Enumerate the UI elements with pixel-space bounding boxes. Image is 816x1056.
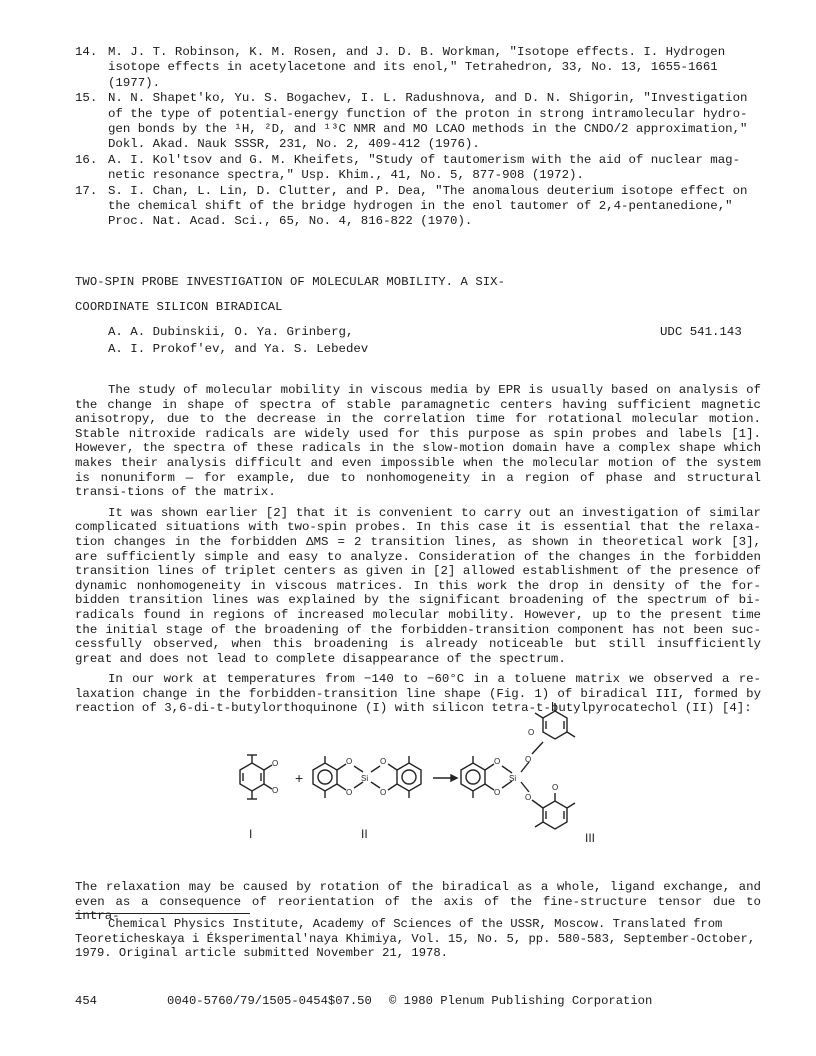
atom-label-o: O	[525, 755, 532, 764]
paragraph-3: In our work at temperatures from −140 to −60°C in a toluene matrix we observed a re-laxation change in the forbidden-transition line shape (Fig. 1) of biradical III, formed by reaction of 3,6-di-t-butylorthoquinone (I) with silicon tetra-t-butylpyrocatechol (II) [4]:	[75, 672, 761, 716]
reaction-scheme	[225, 680, 615, 870]
atom-label-o: O	[346, 757, 353, 766]
atom-label-o: O	[528, 728, 535, 737]
footnote	[75, 917, 761, 961]
reference-text	[108, 91, 755, 153]
plus-sign: +	[295, 770, 304, 786]
compound-label-III: III	[585, 831, 596, 845]
compound-III-structure	[461, 703, 575, 829]
page-number: 454	[75, 994, 97, 1008]
reference-number: 17.	[75, 183, 98, 198]
reference-line: Dokl. Akad. Nauk SSSR, 231, No. 2, 409-412 (1976).	[108, 137, 480, 152]
reference-number: 14.	[75, 45, 98, 59]
reference-list	[75, 45, 755, 230]
compound-label-I: I	[249, 827, 253, 841]
atom-label-o: O	[494, 788, 501, 797]
author-list	[108, 324, 468, 358]
reference-line: A. I. Kol'tsov and G. M. Kheifets, "Study of tautomerism with the aid of nuclear mag-	[108, 152, 741, 167]
footnote-line-2: Teoreticheskaya i Éksperimental'naya Khimiya, Vol. 15, No. 5, pp. 580-583, September-October,	[75, 931, 756, 946]
footnote-line-1: Chemical Physics Institute, Academy of Sciences of the USSR, Moscow. Translated from	[108, 917, 723, 931]
reference-15	[75, 91, 755, 153]
reference-14	[75, 45, 755, 91]
reference-text	[108, 184, 755, 230]
compound-label-II: II	[361, 827, 368, 841]
reference-line: N. N. Shapet'ko, Yu. S. Bogachev, I. L. Radushnova, and D. N. Shigorin, "Investigation	[108, 91, 748, 106]
reference-16	[75, 153, 755, 184]
reference-line: gen bonds by the ¹H, ²D, and ¹³C NMR and MO LCAO methods in the CNDO/2 approximation,"	[108, 122, 748, 137]
title-line-1: TWO-SPIN PROBE INVESTIGATION OF MOLECULAR MOBILITY. A SIX-	[75, 275, 505, 289]
authors-line-1: A. A. Dubinskii, O. Ya. Grinberg,	[108, 325, 354, 339]
reference-line: of the type of potential-energy function of the proton in strong intramolecular hydro-	[108, 106, 748, 121]
reference-text	[108, 153, 755, 184]
footnote-divider	[75, 913, 250, 914]
reference-line: isotope effects in acetylacetone and its enol," Tetrahedron, 33, No. 13, 1655-1661	[108, 60, 718, 75]
paragraph-4: The relaxation may be caused by rotation of the biradical as a whole, ligand exchange, and even as a consequence of reorientation of the axis of the fine-structure tensor due to intra-	[75, 880, 761, 924]
reference-17	[75, 184, 755, 230]
reference-number: 16.	[75, 152, 98, 167]
atom-label-o: O	[380, 757, 387, 766]
atom-label-si: Si	[509, 774, 517, 783]
udc-code: UDC 541.143	[660, 325, 742, 339]
atom-label-o: O	[272, 786, 279, 795]
reference-number: 15.	[75, 91, 98, 106]
reference-line: Proc. Nat. Acad. Sci., 65, No. 4, 816-822 (1970).	[108, 214, 473, 229]
atom-label-o: O	[494, 757, 501, 766]
authors-line-2: A. I. Prokof'ev, and Ya. S. Lebedev	[108, 342, 369, 356]
reference-text	[108, 45, 755, 91]
compound-I-structure	[240, 755, 272, 799]
reference-line: S. I. Chan, L. Lin, D. Clutter, and P. Dea, "The anomalous deuterium isotope effect on	[108, 183, 748, 198]
paragraph-2: It was shown earlier [2] that it is convenient to carry out an investigation of similar complicated situations with two-spin probes. In this case it is essential that the relaxa-tion changes in the forbidden ΔMS = 2 transition lines, as shown in theoretical work [3], are sufficiently simple and easy to analyze. Consideration of the changes in the forbidden transition lines of triplet centers as given in [2] allowed establishment of the presence of dynamic nonhomogeneity in viscous matrices. In this work the drop in density of the for-bidden transition lines was explained by the significant broadening of the spectrum of bi-radicals found in regions of increased molecular mobility. However, up to the present time the initial stage of the broadening of the forbidden-transition component has not been suc-cessfully observed, when this broadening is already noticeable but still insufficiently great and does not lead to complete disappearance of the spectrum.	[75, 505, 761, 666]
reference-line: netic resonance spectra," Usp. Khim., 41, No. 5, 877-908 (1972).	[108, 168, 584, 183]
footnote-line-3: 1979. Original article submitted November 21, 1978.	[75, 946, 448, 961]
atom-label-o: O	[272, 759, 279, 768]
copyright-notice: © 1980 Plenum Publishing Corporation	[389, 994, 653, 1008]
reference-line: the chemical shift of the bridge hydrogen in the enol tautomer of 2,4-pentanedione,"	[108, 199, 733, 214]
article-body	[75, 383, 761, 722]
reference-line: (1977).	[108, 75, 161, 90]
reference-line: M. J. T. Robinson, K. M. Rosen, and J. D. B. Workman, "Isotope effects. I. Hydrogen	[108, 45, 726, 59]
atom-label-o: O	[525, 793, 532, 802]
atom-label-o: O	[552, 783, 559, 792]
article-title	[75, 270, 755, 320]
atom-label-o: O	[346, 788, 353, 797]
paragraph-1: The study of molecular mobility in viscous media by EPR is usually based on analysis of the change in shape of spectra of stable paramagnetic centers having sufficient magnetic anisotropy, due to the decrease in the correlation time for rotational molecular motion. Stable nitroxide radicals are widely used for this purpose as spin probes and labels [1]. However, the spectra of these radicals in the slow-motion domain have a complex shape which makes their analysis difficult and even impossible when the molecular motion of the system is nonuniform — for example, due to nonhomogeneity in a region of phase and structural transi-tions of the matrix.	[75, 383, 761, 500]
title-line-2: COORDINATE SILICON BIRADICAL	[75, 300, 283, 314]
atom-label-o: O	[380, 788, 387, 797]
issn-code: 0040-5760/79/1505-0454$07.50	[167, 994, 372, 1008]
page-footer	[75, 994, 761, 1009]
atom-label-si: Si	[361, 774, 369, 783]
